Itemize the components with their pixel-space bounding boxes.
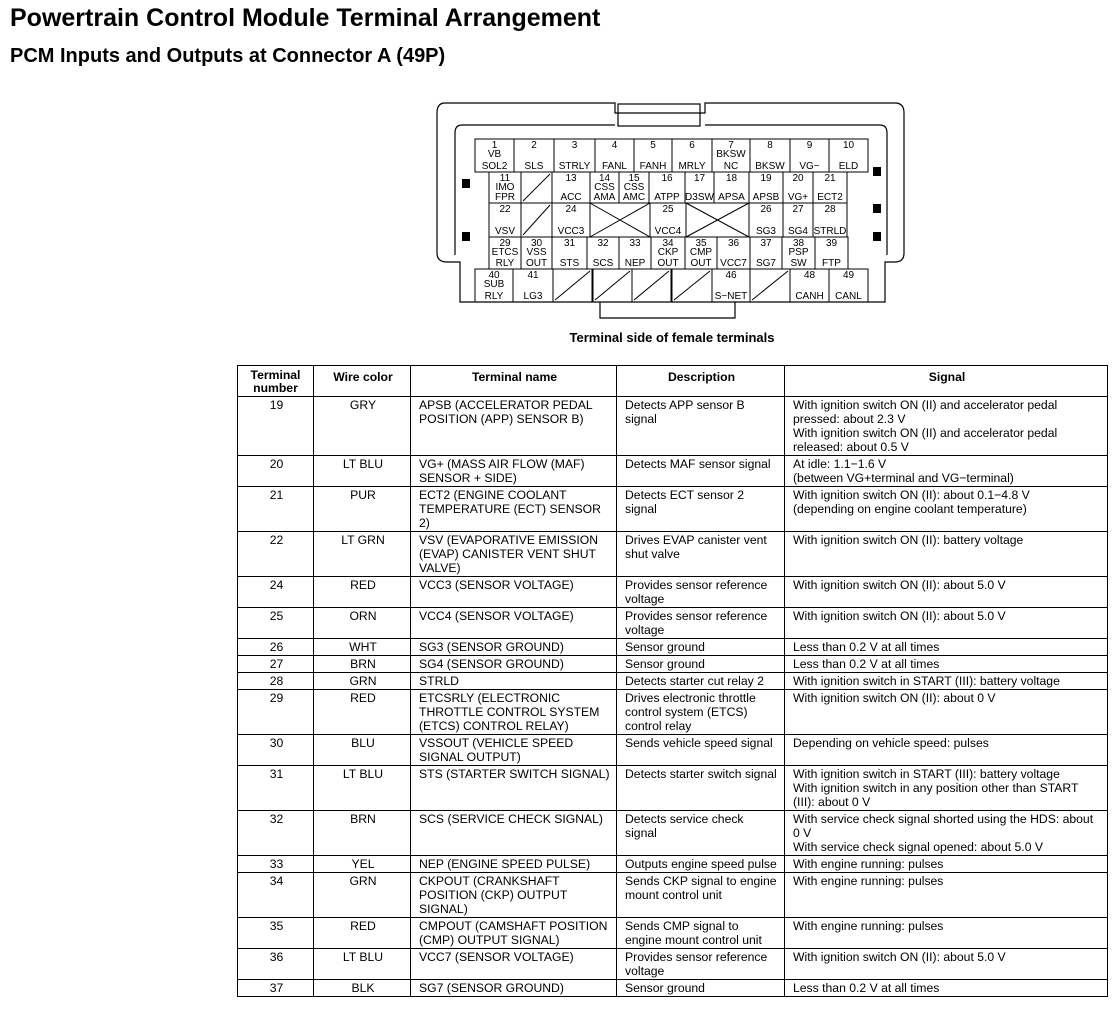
terminal-label: NC [723, 161, 739, 172]
cell-wire-color: GRY [314, 397, 411, 456]
table-row [238, 656, 1108, 673]
signal-line: Less than 0.2 V at all times [793, 640, 940, 654]
signal-line: With engine running: pulses [793, 919, 944, 933]
cell-terminal-name: STS (STARTER SWITCH SIGNAL) [411, 766, 617, 811]
terminal-label: S−NET [714, 291, 748, 302]
terminal-number: 21 [824, 173, 836, 184]
cell-terminal-name: SG3 (SENSOR GROUND) [411, 639, 617, 656]
terminal-number: 29 [499, 238, 511, 249]
terminal-number: 4 [611, 140, 618, 151]
cell-terminal-name: VCC4 (SENSOR VOLTAGE) [411, 608, 617, 639]
terminal-label: VG+ [787, 192, 809, 203]
terminal-label: OUT [525, 258, 548, 269]
header-signal: Signal [785, 366, 1108, 397]
terminal-label: SUB [483, 279, 505, 290]
terminal-label: PSP [788, 247, 809, 258]
cell-terminal-name: VCC3 (SENSOR VOLTAGE) [411, 577, 617, 608]
cell-terminal-name: CKPOUT (CRANKSHAFT POSITION (CKP) OUTPUT SIGNAL) [411, 873, 617, 918]
terminal-label: STRLD [813, 226, 847, 237]
cell-wire-color: BLU [314, 735, 411, 766]
cell-terminal-number: 37 [238, 980, 314, 997]
cell-signal [785, 811, 1108, 856]
cell-description: Drives EVAP canister vent shut valve [617, 532, 785, 577]
cell-description: Detects service check signal [617, 811, 785, 856]
terminal-label: FTP [822, 258, 841, 269]
cell-description: Detects starter switch signal [617, 766, 785, 811]
terminal-label: CANH [795, 291, 824, 302]
terminal-number: 31 [563, 238, 576, 249]
table-row [238, 577, 1108, 608]
cell-description: Drives electronic throttle control system (ETCS) control relay [617, 690, 785, 735]
signal-line: With ignition switch ON (II): about 0 V [793, 691, 996, 705]
terminal-number: 14 [598, 173, 611, 184]
cell-signal [785, 766, 1108, 811]
cell-description: Provides sensor reference voltage [617, 608, 785, 639]
terminal-number: 35 [695, 238, 707, 249]
cell-signal [785, 980, 1108, 997]
blank-cell-slash [523, 205, 550, 235]
terminal-number: 7 [728, 140, 734, 151]
terminal-label: STS [559, 258, 580, 269]
cell-signal [785, 456, 1108, 487]
cell-terminal-number: 34 [238, 873, 314, 918]
blank-cell-slash [634, 271, 669, 300]
cell-wire-color: LT GRN [314, 532, 411, 577]
table-row [238, 873, 1108, 918]
signal-line: (between VG+terminal and VG−terminal) [793, 471, 1014, 485]
signal-line: With ignition switch ON (II): battery voltage [793, 533, 1024, 547]
header-description: Description [617, 366, 785, 397]
terminal-table [237, 365, 1108, 997]
cell-terminal-number: 29 [238, 690, 314, 735]
table-row [238, 856, 1108, 873]
terminal-label: SOL2 [481, 161, 508, 172]
cell-terminal-name: VSSOUT (VEHICLE SPEED SIGNAL OUTPUT) [411, 735, 617, 766]
cell-signal [785, 735, 1108, 766]
terminal-number: 6 [689, 140, 695, 151]
signal-line: At idle: 1.1−1.6 V [793, 457, 887, 471]
terminal-number: 34 [662, 238, 674, 249]
terminal-number: 39 [825, 238, 838, 249]
cell-terminal-name: CMPOUT (CAMSHAFT POSITION (CMP) OUTPUT SIGNAL) [411, 918, 617, 949]
connector-diagram [0, 0, 1118, 330]
cell-wire-color: WHT [314, 639, 411, 656]
connector-caption: Terminal side of female terminals [569, 330, 775, 345]
cell-wire-color: GRN [314, 873, 411, 918]
cell-description: Sends CMP signal to engine mount control unit [617, 918, 785, 949]
cell-terminal-number: 32 [238, 811, 314, 856]
terminal-number: 1 [491, 140, 498, 151]
terminal-number: 36 [727, 238, 740, 249]
cell-terminal-name: STRLD [411, 673, 617, 690]
cell-terminal-name: SG4 (SENSOR GROUND) [411, 656, 617, 673]
cell-terminal-number: 20 [238, 456, 314, 487]
page-subtitle: PCM Inputs and Outputs at Connector A (49P) [10, 45, 446, 67]
cell-wire-color: LT BLU [314, 766, 411, 811]
signal-line: With service check signal shorted using the HDS: about 0 V [793, 812, 1094, 840]
terminal-number: 16 [661, 173, 673, 184]
cell-wire-color: BRN [314, 811, 411, 856]
terminal-label: LG3 [523, 291, 543, 302]
cell-description: Outputs engine speed pulse [617, 856, 785, 873]
cell-terminal-name: VCC7 (SENSOR VOLTAGE) [411, 949, 617, 980]
cell-signal [785, 856, 1108, 873]
cell-description: Sends CKP signal to engine mount control unit [617, 873, 785, 918]
table-row [238, 487, 1108, 532]
blank-cell-slash [555, 271, 590, 300]
terminal-label: RLY [484, 291, 504, 302]
cell-terminal-name: NEP (ENGINE SPEED PULSE) [411, 856, 617, 873]
terminal-label: CSS [594, 182, 615, 193]
table-row [238, 949, 1108, 980]
terminal-number: 2 [531, 140, 537, 151]
terminal-number: 49 [842, 270, 855, 281]
signal-line: With service check signal opened: about 5.0 V [793, 840, 1043, 854]
terminal-number: 37 [760, 238, 772, 249]
terminal-label: ELD [838, 161, 859, 172]
terminal-label: NEP [624, 258, 646, 269]
terminal-number: 41 [527, 270, 539, 281]
cell-terminal-number: 22 [238, 532, 314, 577]
cell-terminal-number: 31 [238, 766, 314, 811]
signal-line: With ignition switch ON (II): about 5.0 V [793, 950, 1006, 964]
signal-line: With ignition switch ON (II): about 5.0 V [793, 578, 1006, 592]
cell-signal [785, 690, 1108, 735]
cell-wire-color: RED [314, 918, 411, 949]
header-wire-color: Wire color [314, 366, 411, 397]
cell-signal [785, 949, 1108, 980]
terminal-number: 13 [565, 173, 577, 184]
terminal-label: VCC4 [654, 226, 682, 237]
terminal-label: VCC3 [557, 226, 585, 237]
connector-latch [618, 104, 700, 126]
cell-terminal-number: 36 [238, 949, 314, 980]
terminal-label: SG7 [755, 258, 777, 269]
table-row [238, 766, 1108, 811]
cell-wire-color: GRN [314, 673, 411, 690]
cell-terminal-number: 21 [238, 487, 314, 532]
table-row [238, 608, 1108, 639]
table-row [238, 456, 1108, 487]
cell-wire-color: LT BLU [314, 456, 411, 487]
terminal-label: D3SW [685, 192, 714, 203]
terminal-label: SG3 [755, 226, 777, 237]
cell-terminal-number: 26 [238, 639, 314, 656]
terminal-number: 33 [629, 238, 641, 249]
terminal-label: SW [790, 258, 807, 269]
cell-description: Detects MAF sensor signal [617, 456, 785, 487]
terminal-number: 28 [824, 204, 836, 215]
blank-cell-slash [752, 271, 788, 300]
terminal-label: FANL [601, 161, 628, 172]
table-row [238, 811, 1108, 856]
cell-description: Sensor ground [617, 980, 785, 997]
cell-signal [785, 397, 1108, 456]
cell-signal [785, 608, 1108, 639]
terminal-number: 3 [571, 140, 578, 151]
cell-terminal-number: 35 [238, 918, 314, 949]
cell-wire-color: RED [314, 690, 411, 735]
cell-terminal-number: 33 [238, 856, 314, 873]
cell-description: Sensor ground [617, 639, 785, 656]
blank-cell-slash [523, 174, 550, 201]
signal-line: With ignition switch ON (II): about 0.1−4.8 V [793, 488, 1030, 502]
terminal-number: 9 [806, 140, 813, 151]
signal-line: With engine running: pulses [793, 857, 944, 871]
cell-description: Sensor ground [617, 656, 785, 673]
signal-line: With ignition switch in START (III): battery voltage [793, 767, 1060, 781]
terminal-label: VG− [799, 161, 820, 172]
terminal-label: VSS [526, 247, 547, 258]
terminal-label: VB [487, 149, 502, 160]
terminal-number: 40 [488, 270, 500, 281]
terminal-number: 15 [628, 173, 640, 184]
connector-inner-wall [455, 125, 462, 255]
cell-wire-color: LT BLU [314, 949, 411, 980]
table-header-row [238, 366, 1108, 397]
cell-signal [785, 918, 1108, 949]
terminal-label: APSB [752, 192, 780, 203]
table-row [238, 532, 1108, 577]
terminal-number: 38 [792, 238, 805, 249]
signal-line: With engine running: pulses [793, 874, 944, 888]
cell-wire-color: RED [314, 577, 411, 608]
cell-terminal-number: 30 [238, 735, 314, 766]
signal-line: With ignition switch ON (II): about 5.0 V [793, 609, 1006, 623]
header-terminal-number: Terminal number [238, 366, 314, 397]
terminal-number: 30 [530, 238, 543, 249]
terminal-number: 10 [842, 140, 855, 151]
cell-description: Sends vehicle speed signal [617, 735, 785, 766]
signal-line: With ignition switch in START (III): battery voltage [793, 674, 1060, 688]
terminal-number: 22 [499, 204, 511, 215]
table-row [238, 735, 1108, 766]
terminal-label: VCC7 [720, 258, 747, 269]
cell-wire-color: ORN [314, 608, 411, 639]
cell-description: Provides sensor reference voltage [617, 577, 785, 608]
terminal-label: FANH [639, 161, 667, 172]
terminal-number: 8 [767, 140, 773, 151]
terminal-label: AMC [622, 192, 646, 203]
cell-signal [785, 673, 1108, 690]
terminal-label: CSS [623, 182, 645, 193]
cell-description: Detects APP sensor B signal [617, 397, 785, 456]
cell-signal [785, 487, 1108, 532]
terminal-number: 24 [565, 204, 577, 215]
header-terminal-name: Terminal name [411, 366, 617, 397]
signal-line: With ignition switch ON (II) and accelerator pedal pressed: about 2.3 V [793, 398, 1058, 426]
terminal-number: 27 [792, 204, 804, 215]
signal-line: With ignition switch ON (II) and accelerator pedal released: about 0.5 V [793, 426, 1058, 454]
cell-terminal-number: 24 [238, 577, 314, 608]
terminal-number: 46 [725, 270, 737, 281]
cell-terminal-number: 27 [238, 656, 314, 673]
table-row [238, 690, 1108, 735]
cell-signal [785, 532, 1108, 577]
terminal-label: ECT2 [817, 192, 843, 203]
cell-description: Provides sensor reference voltage [617, 949, 785, 980]
terminal-label: SLS [524, 161, 544, 172]
terminal-number: 11 [499, 173, 511, 184]
cell-wire-color: BRN [314, 656, 411, 673]
terminal-number: 17 [693, 173, 706, 184]
signal-line: Less than 0.2 V at all times [793, 657, 940, 671]
terminal-label: SCS [592, 258, 614, 269]
terminal-label: ACC [560, 192, 582, 203]
terminal-number: 32 [597, 238, 609, 249]
cell-terminal-name: VSV (EVAPORATIVE EMISSION (EVAP) CANISTER VENT SHUT VALVE) [411, 532, 617, 577]
cell-wire-color: PUR [314, 487, 411, 532]
cell-terminal-number: 19 [238, 397, 314, 456]
cell-terminal-number: 25 [238, 608, 314, 639]
cell-terminal-name: ECT2 (ENGINE COOLANT TEMPERATURE (ECT) SENSOR 2) [411, 487, 617, 532]
terminal-label: VSV [494, 226, 516, 237]
terminal-label: SG4 [787, 226, 809, 237]
cell-signal [785, 577, 1108, 608]
cell-wire-color: BLK [314, 980, 411, 997]
table-row [238, 918, 1108, 949]
table-row [238, 673, 1108, 690]
terminal-label: CMP [689, 247, 713, 258]
terminal-label: MRLY [678, 161, 706, 172]
blank-cell-slash [674, 271, 710, 300]
signal-line: Depending on vehicle speed: pulses [793, 736, 989, 750]
terminal-number: 5 [650, 140, 656, 151]
cell-terminal-number: 28 [238, 673, 314, 690]
cell-terminal-name: ETCSRLY (ELECTRONIC THROTTLE CONTROL SYSTEM (ETCS) CONTROL RELAY) [411, 690, 617, 735]
terminal-number: 18 [725, 173, 738, 184]
terminal-label: AMA [593, 192, 616, 203]
signal-line: (depending on engine coolant temperature) [793, 502, 1027, 516]
terminal-label: BKSW [716, 149, 746, 160]
cell-signal [785, 873, 1108, 918]
terminal-label: CKP [657, 247, 679, 258]
page-title: Powertrain Control Module Terminal Arrangement [10, 4, 601, 32]
terminal-number: 25 [662, 204, 674, 215]
cell-description: Detects ECT sensor 2 signal [617, 487, 785, 532]
cell-signal [785, 639, 1108, 656]
table-row [238, 980, 1108, 997]
terminal-number: 26 [760, 204, 772, 215]
cell-terminal-name: VG+ (MASS AIR FLOW (MAF) SENSOR + SIDE) [411, 456, 617, 487]
terminal-number: 20 [792, 173, 804, 184]
cell-terminal-name: SG7 (SENSOR GROUND) [411, 980, 617, 997]
terminal-label: CANL [835, 291, 862, 302]
terminal-number: 48 [803, 270, 816, 281]
terminal-label: APSA [718, 192, 745, 203]
terminal-label: ETCS [491, 247, 519, 258]
table-row [238, 397, 1108, 456]
terminal-label: BKSW [755, 161, 785, 172]
cell-wire-color: YEL [314, 856, 411, 873]
cell-signal [785, 656, 1108, 673]
blank-cell-slash [595, 271, 630, 300]
terminal-label: IMO [495, 182, 515, 193]
signal-line: Less than 0.2 V at all times [793, 981, 940, 995]
signal-line: With ignition switch in any position other than START (III): about 0 V [793, 781, 1079, 809]
terminal-label: FPR [495, 192, 515, 203]
cell-terminal-name: APSB (ACCELERATOR PEDAL POSITION (APP) SENSOR B) [411, 397, 617, 456]
terminal-label: OUT [690, 258, 712, 269]
terminal-number: 19 [760, 173, 772, 184]
cell-terminal-name: SCS (SERVICE CHECK SIGNAL) [411, 811, 617, 856]
terminal-label: ATPP [654, 192, 680, 203]
table-row [238, 639, 1108, 656]
cell-description: Detects starter cut relay 2 [617, 673, 785, 690]
terminal-label: STRLY [558, 161, 591, 172]
terminal-label: RLY [495, 258, 515, 269]
terminal-label: OUT [657, 258, 679, 269]
